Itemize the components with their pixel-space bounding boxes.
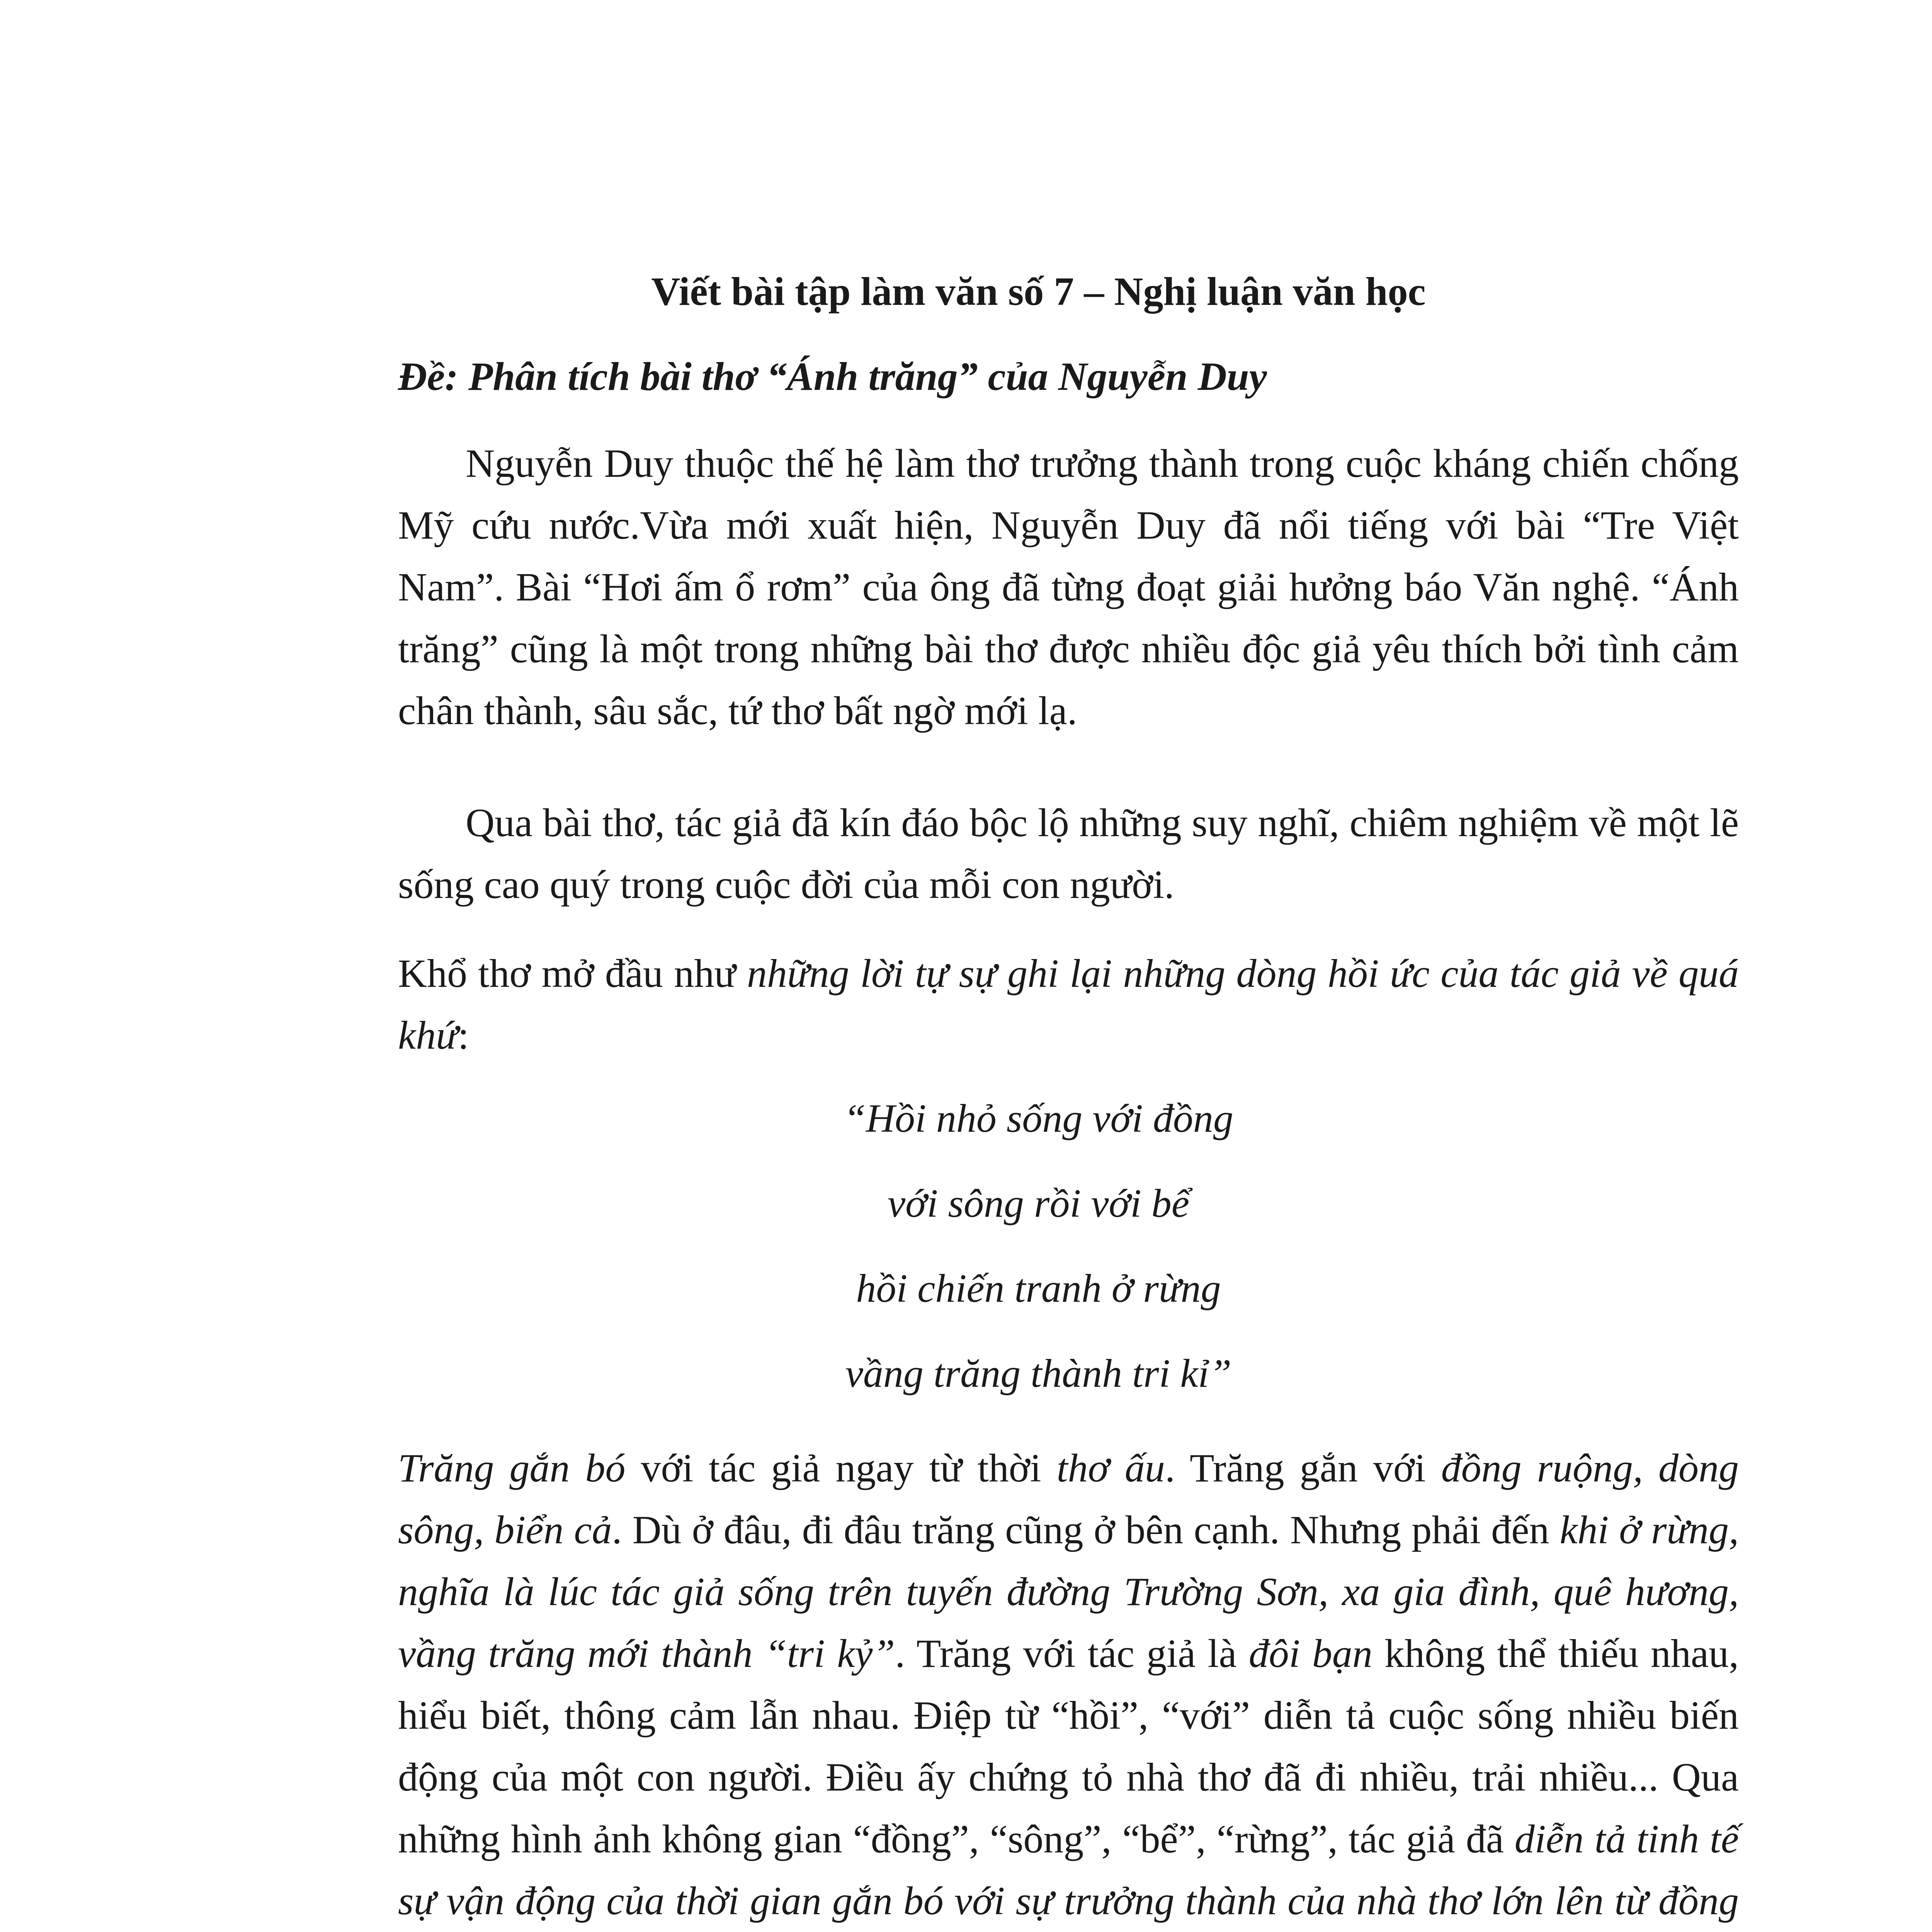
text: . Trăng gắn với <box>1165 1446 1441 1490</box>
emphasis: đôi bạn <box>1248 1631 1372 1676</box>
stanza-intro-text: Khổ thơ mở đầu như <box>398 951 747 996</box>
text: không thể thiếu nhau, hiểu biết, thông cảm lẫn nhau. Điệp từ “hồi”, “với” diễn tả cuộc sống nhiều biến động của một con người. Điều ấy chứng tỏ nhà thơ đã đi nhiều, trải nhiều... Qua những hình ảnh không gian “đồng”, “sông”, “bể”, “rừng”, tác giả đã <box>398 1631 1739 1861</box>
emphasis: diễn tả tinh tế sự vận động của thời gian gắn bó với sự trưởng thành của nhà thơ lớn lên từ đồng <box>398 1817 1739 1923</box>
paragraph-theme: Qua bài thơ, tác giả đã kín đáo bộc lộ những suy nghĩ, chiêm nghiệm về một lẽ sống cao quý trong cuộc đời của mỗi con người. <box>398 801 1739 907</box>
verse-line: vầng trăng thành tri kỉ” <box>845 1351 1232 1396</box>
paragraph-analysis-1 <box>398 1437 1739 1932</box>
text: với tác giả ngay từ thời <box>625 1446 1057 1490</box>
verse-line: “Hồi nhỏ sống với đồng <box>844 1096 1233 1141</box>
document-subtitle: Đề: Phân tích bài thơ “Ánh trăng” của Nguyễn Duy <box>398 354 1267 399</box>
verse-line: hồi chiến tranh ở rừng <box>856 1266 1221 1311</box>
text: . Dù ở đâu, đi đâu trăng cũng ở bên cạnh. Nhưng phải đến <box>612 1508 1560 1552</box>
emphasis: đồng ruộng, dòng sông, biển cả <box>398 1446 1739 1552</box>
emphasis: thơ ấu <box>1056 1446 1165 1490</box>
verse-line: với sông rồi với bể <box>887 1181 1190 1226</box>
document-title: Viết bài tập làm văn số 7 – Nghị luận văn học <box>651 269 1426 314</box>
paragraph-stanza-intro <box>398 943 1739 1066</box>
emphasis: khi ở rừng, nghĩa là lúc tác giả sống trên tuyến đường Trường Sơn, xa gia đình, quê hương, vầng trăng mới thành “tri kỷ” <box>398 1508 1739 1676</box>
stanza-intro-emphasis: những lời tự sự ghi lại những dòng hồi ức của tác giả về quá khứ <box>398 951 1739 1058</box>
text: . Trăng với tác giả là <box>895 1631 1249 1676</box>
emphasis: Trăng gắn bó <box>398 1446 626 1490</box>
paragraph-intro: Nguyễn Duy thuộc thế hệ làm thơ trưởng thành trong cuộc kháng chiến chống Mỹ cứu nước.Vừa mới xuất hiện, Nguyễn Duy đã nổi tiếng với bài “Tre Việt Nam”. Bài “Hơi ấm ổ rơm” của ông đã từng đoạt giải hưởng báo Văn nghệ. “Ánh trăng” cũng là một trong những bài thơ được nhiều độc giả yêu thích bởi tình cảm chân thành, sâu sắc, tứ thơ bất ngờ mới lạ. <box>398 441 1739 733</box>
stanza-intro-colon: : <box>457 1013 469 1058</box>
